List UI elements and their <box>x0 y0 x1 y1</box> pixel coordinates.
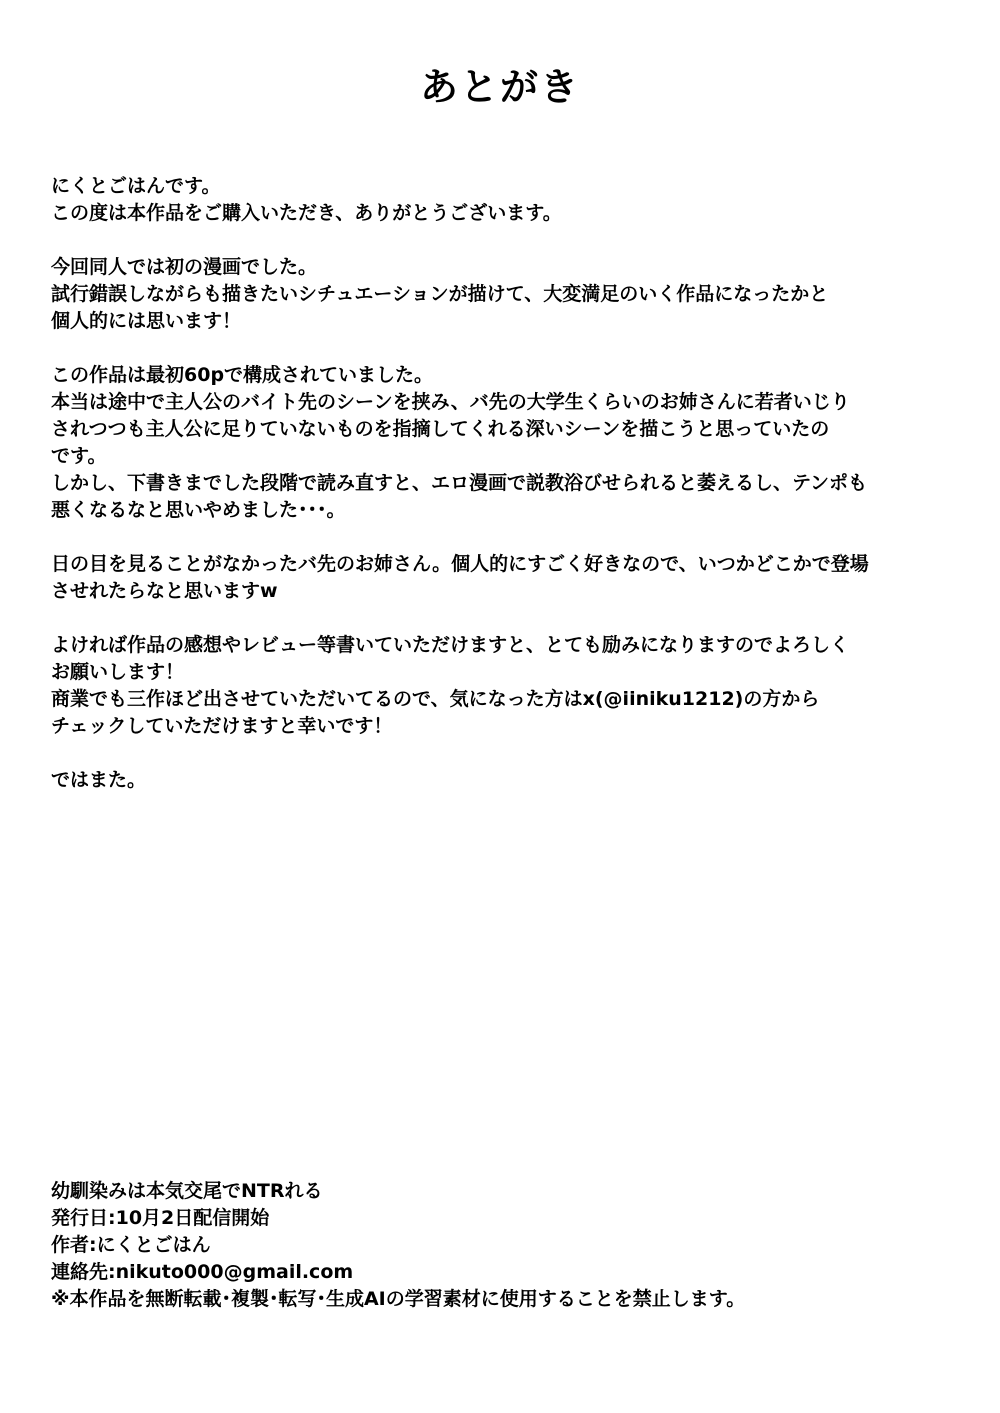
text-line: よければ作品の感想やレビュー等書いていただけますと、とても励みになりますのでよろしく <box>51 634 850 656</box>
contact-email: 連絡先:nikuto000@gmail.com <box>51 1261 354 1283</box>
text-line: チェックしていただけますと幸いです！ <box>51 715 393 737</box>
text-line: 試行錯誤しながらも描きたいシチュエーションが描けて、大変満足のいく作品になったかと <box>51 283 829 305</box>
text-line: ではまた。 <box>51 769 147 791</box>
paragraph <box>51 362 971 524</box>
text-line: 商業でも三作ほど出させていただいてるので、気になった方はx(@iiniku1212)の方から <box>51 688 820 710</box>
text-line: させれたらなと思いますw <box>51 580 278 602</box>
text-line: この度は本作品をご購入いただき、ありがとうございます。 <box>51 202 562 224</box>
work-title: 幼馴染みは本気交尾でNTRれる <box>51 1180 323 1202</box>
paragraph <box>51 632 971 740</box>
paragraph-gap <box>51 605 971 632</box>
text-line: 今回同人では初の漫画でした。 <box>51 256 318 278</box>
author-credit: 作者:にくとごはん <box>51 1234 211 1256</box>
paragraph <box>51 767 971 794</box>
paragraph-gap <box>51 227 971 254</box>
paragraph-gap <box>51 740 971 767</box>
afterword-body <box>51 173 971 794</box>
paragraph-gap <box>51 335 971 362</box>
paragraph <box>51 254 971 335</box>
colophon <box>51 1178 971 1313</box>
text-line: しかし、下書きまでした段階で読み直すと、エロ漫画で説教浴びせられると萎えるし、テンポも <box>51 472 868 494</box>
page-title: あとがき <box>419 65 580 109</box>
text-line: にくとごはんです。 <box>51 175 221 197</box>
paragraph-gap <box>51 524 971 551</box>
text-line: です。 <box>51 445 107 467</box>
paragraph <box>51 173 971 227</box>
paragraph <box>51 551 971 605</box>
text-line: 日の目を見ることがなかったバ先のお姉さん。個人的にすごく好きなので、いつかどこかで登場 <box>51 553 869 575</box>
text-line: 個人的には思います！ <box>51 310 242 332</box>
text-line: お願いします！ <box>51 661 185 683</box>
text-line: 本当は途中で主人公のバイト先のシーンを挟み、バ先の大学生くらいのお姉さんに若者いじり <box>51 391 850 413</box>
text-line: この作品は最初60pで構成されていました。 <box>51 364 434 386</box>
copyright-notice: ※本作品を無断転載･複製･転写･生成AIの学習素材に使用することを禁止します。 <box>51 1288 746 1310</box>
text-line: 悪くなるなと思いやめました･･･。 <box>51 499 346 521</box>
text-line: されつつも主人公に足りていないものを指摘してくれる深いシーンを描こうと思っていたの <box>51 418 830 440</box>
release-date: 発行日:10月2日配信開始 <box>51 1207 270 1229</box>
